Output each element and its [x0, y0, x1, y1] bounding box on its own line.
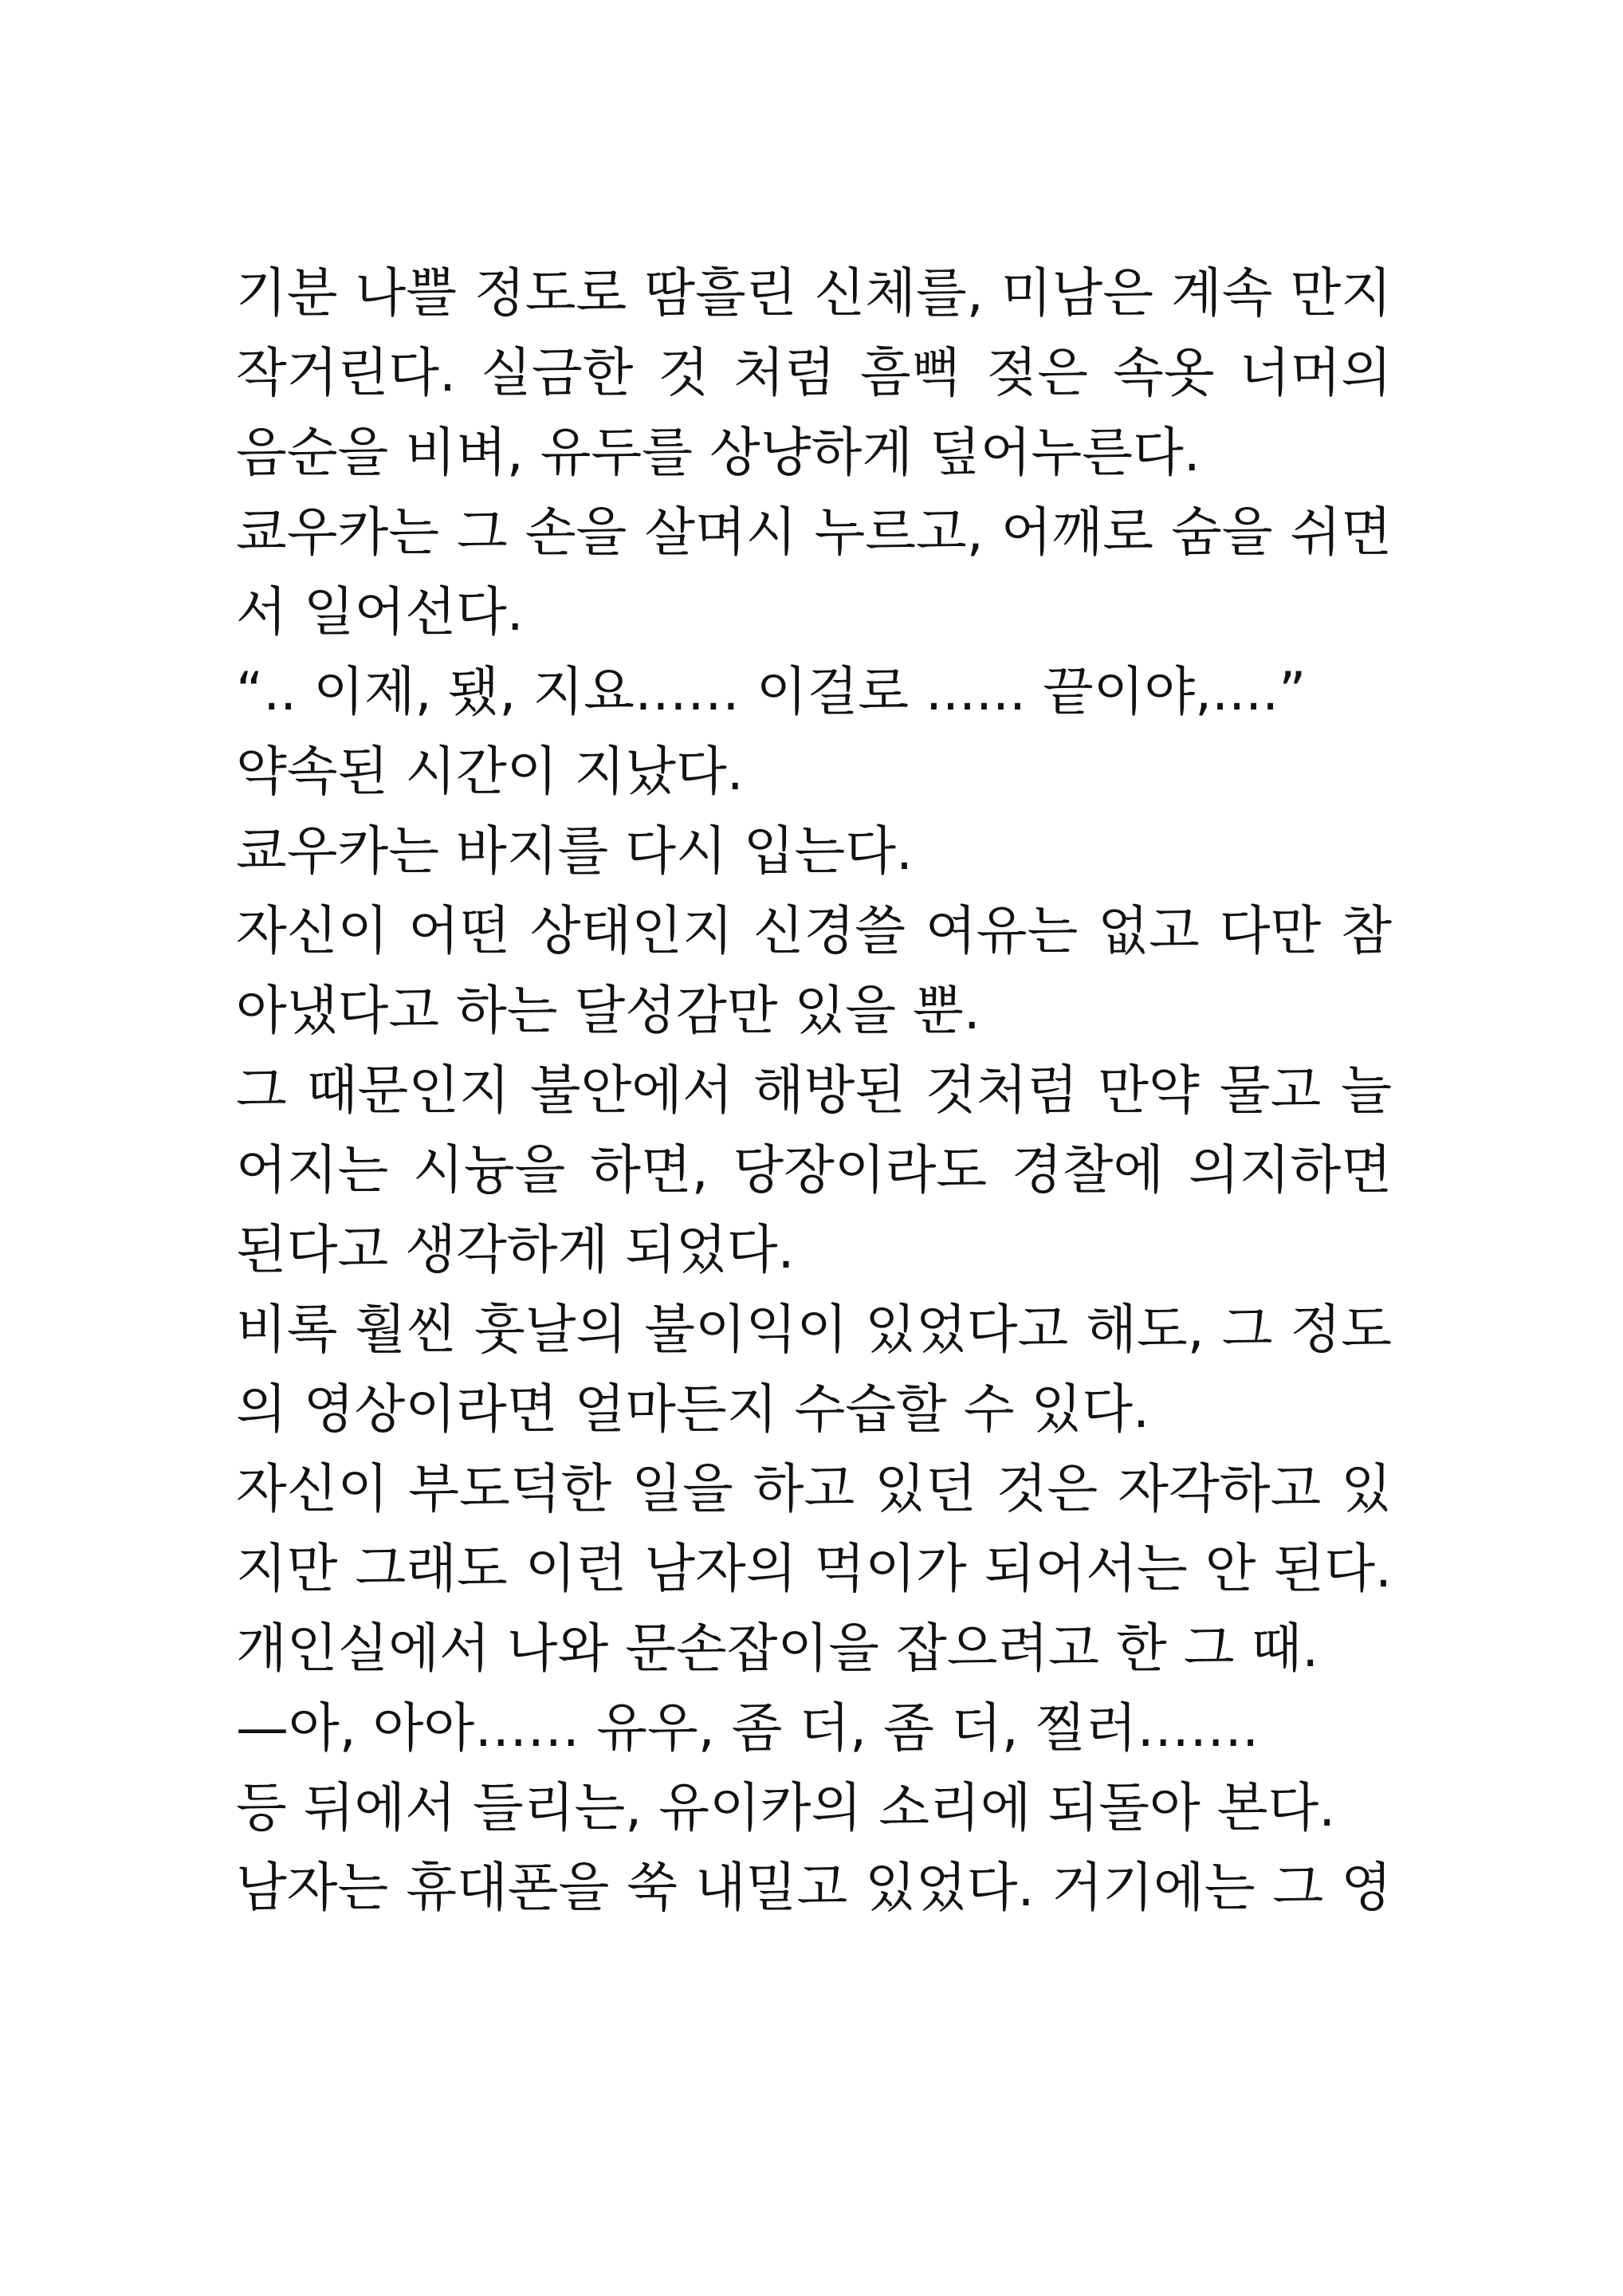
- text-line-9: 자신이 어떤 상태인지 신경쓸 여유는 없고 다만 참: [236, 900, 1392, 961]
- text-line-20: 등 뒤에서 들리는, 유이카의 소리에 되돌아 본다.: [236, 1777, 1336, 1838]
- text-line-12: 어지는 시늉을 하면, 당장이라도 경찰에 의지하면: [236, 1139, 1392, 1201]
- text-line-7: 약속된 시간이 지났다.: [236, 741, 744, 802]
- text-line-14: 비록 훨씬 훗날의 불이익이 있었다고 해도, 그 정도: [236, 1299, 1392, 1360]
- text-line-6: “.. 이제, 됐, 지요…… 이걸로 ...... 끝이야,....”: [236, 661, 1307, 722]
- text-line-13: 된다고 생각하게 되었다.: [236, 1219, 795, 1280]
- text-line-16: 자신이 부도덕한 일을 하고 있던 것은 자각하고 있: [236, 1458, 1392, 1520]
- text-line-17: 지만 그래도 이런 남자의 먹이가 되어서는 안 된다.: [236, 1538, 1392, 1599]
- text-line-18: 개인실에서 나와 문손잡이을 잡으려고 한 그 때.: [236, 1618, 1319, 1679]
- text-line-1: 기분 나쁠 정도로 땀흘린 신체를, 미남은 계속 만지: [236, 262, 1392, 324]
- text-line-3: 음순을 비벼, 유두를 상냥하게 덮어누른다.: [236, 422, 1201, 483]
- text-line-19: —아, 아아…… 유우, 좀 더, 좀 더, 찔러…….: [236, 1697, 1259, 1759]
- text-line-2: 작거린다. 실금한 것 처럼 흠뻑 젖은 속옷 너머의: [236, 342, 1392, 403]
- text-line-21: 남자는 휴대폰을 쑥 내밀고 있었다. 거기에는 그 영: [236, 1857, 1392, 1918]
- text-line-4: 쿄우카는 그 손을 살며시 누르고, 어깨로 숨을 쉬면: [236, 501, 1392, 563]
- text-line-11: 그 때문인지 불안에서 해방된 것처럼 만약 물고 늘: [236, 1060, 1392, 1121]
- text-line-8: 쿄우카는 바지를 다시 입는다.: [236, 820, 913, 882]
- text-line-15: 의 영상이라면 얼마든지 수습할 수 있다.: [236, 1378, 1149, 1440]
- text-line-5: 서 일어선다.: [236, 581, 524, 643]
- text-line-10: 아냈다고 하는 달성감만 있을 뿐.: [236, 980, 980, 1041]
